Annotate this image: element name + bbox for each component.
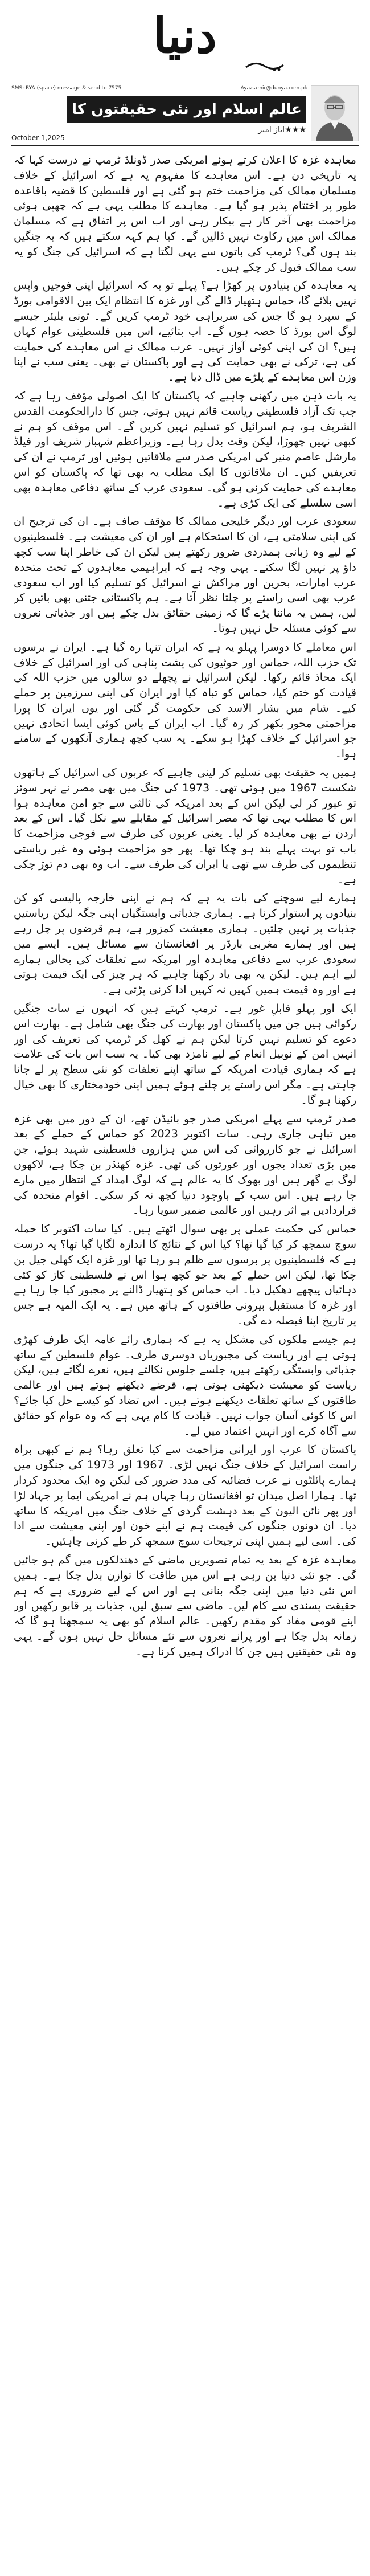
sms-instruction: SMS: RYA (space) message & send to 7575 — [11, 85, 122, 91]
publication-date: October 1,2025 — [11, 134, 65, 142]
newspaper-logo: دنیا — [153, 7, 217, 64]
article-paragraph: ایک اور پہلو قابلِ غور ہے۔ ٹرمپ کہتے ہیں کہ انہوں نے سات جنگیں رکوائی ہیں جن میں پاکستان اور بھارت کی جنگ بھی شامل ہے۔ بھارت اس دعوے کو تسلیم نہیں کرتا لیکن ہم نے کھل کر ٹرمپ کی تعریف کی اور انہیں امن کے نوبیل انعام کے لیے نامزد بھی کیا۔ یہ سب اس بات کی علامت ہے کہ ہماری قیادت امریکہ کے ساتھ اپنے تعلقات کو نئی سطح پر لے جانا چاہتی ہے۔ مگر اس راستے پر چلتے ہوئے ہمیں اپنی خودمختاری کا بھی خیال رکھنا ہو گا۔ — [14, 1002, 356, 1107]
article-body — [14, 153, 356, 2569]
article-paragraph: اس معاملے کا دوسرا پہلو یہ ہے کہ ایران تنہا رہ گیا ہے۔ ایران نے برسوں تک حزب اللہ، حماس اور حوثیوں کی پشت پناہی کی اور اسرائیل کے خلاف ایک محاذ قائم رکھا۔ لیکن اسرائیل نے پچھلے دو سالوں میں حزب اللہ کی قیادت کو ختم کیا، حماس کو تباہ کیا اور ایران کی اپنی سرزمین پر حملے کیے۔ شام میں بشار الاسد کی حکومت گر گئی اور یوں ایران کا پورا مزاحمتی محور بکھر کر رہ گیا۔ اب ایران کے پاس کوئی ایسا اتحادی نہیں جو اسرائیل کے خلاف کھڑا ہو سکے۔ یہ سب کچھ ہماری آنکھوں کے سامنے ہوا۔ — [14, 640, 356, 761]
masthead — [0, 0, 370, 148]
article-paragraph: معاہدہ غزہ کے بعد یہ تمام تصویریں ماضی کے دھندلکوں میں گم ہو جائیں گی۔ جو نئی دنیا بن رہی ہے اس میں طاقت کا توازن بدل چکا ہے۔ ہمیں اس نئی دنیا میں اپنی جگہ بنانی ہے اور اس کے لیے ضروری ہے کہ ہم حقیقت پسندی سے کام لیں۔ ماضی سے سبق لیں، جذبات پر قابو رکھیں اور اپنے قومی مفاد کو مقدم رکھیں۔ عالم اسلام کو بھی یہ سمجھنا ہو گا کہ زمانہ بدل چکا ہے اور پرانے نعروں سے نئے مسائل حل نہیں ہوں گے۔ یہی وہ نئی حقیقتیں ہیں جن کا ادراک ہمیں کرنا ہے۔ — [14, 1553, 356, 1658]
author-portrait — [311, 85, 359, 141]
author-name: ایاز امیر — [258, 125, 285, 134]
article-paragraph: ہمیں یہ حقیقت بھی تسلیم کر لینی چاہیے کہ عربوں کی اسرائیل کے ہاتھوں شکست 1967 میں ہوئی تھی۔ 1973 کی جنگ میں بھی مصر نے نہر سوئز تو عبور کر لی لیکن اس کے بعد امریکہ کی ثالثی سے جو امن معاہدہ ہوا اس کا مطلب یہی تھا کہ مصر اسرائیل کے مقابلے سے نکل گیا۔ اس کے بعد اردن نے بھی معاہدہ کر لیا۔ یعنی عربوں کی طرف سے فوجی مزاحمت کا باب تو بہت پہلے بند ہو چکا تھا۔ پھر جو مزاحمت ہوئی وہ غیر ریاستی تنظیموں کی طرف سے تھی یا ایران کی طرف سے۔ اب وہ بھی دم توڑ چکی ہے۔ — [14, 766, 356, 886]
article-paragraph: حماس کی حکمت عملی پر بھی سوال اٹھتے ہیں۔ کیا سات اکتوبر کا حملہ سوچ سمجھ کر کیا گیا تھا؟ کیا اس کے نتائج کا اندازہ لگایا گیا تھا؟ یہ درست ہے کہ فلسطینیوں پر برسوں سے ظلم ہو رہا تھا اور غزہ ایک کھلی جیل بن چکا تھا، لیکن اس حملے کے بعد جو کچھ ہوا اس نے فلسطینی کاز کو کئی دہائیاں پیچھے دھکیل دیا۔ اب حماس کو ہتھیار ڈالنے پر مجبور کیا جا رہا ہے اور غزہ کا مستقبل بیرونی طاقتوں کے ہاتھ میں ہے۔ یہ ایک المیہ ہے جس پر تاریخ اپنا فیصلہ دے گی۔ — [14, 1223, 356, 1327]
article-paragraph: صدر ٹرمپ سے پہلے امریکی صدر جو بائیڈن تھے، ان کے دور میں بھی غزہ میں تباہی جاری رہی۔ سات اکتوبر 2023 کو حماس کے حملے کے بعد اسرائیل نے جو کارروائی کی اس میں ہزاروں فلسطینی شہید ہوئے، جن میں بڑی تعداد بچوں اور عورتوں کی تھی۔ غزہ کھنڈر بن چکا ہے، لاکھوں لوگ بے گھر ہیں اور بھوک کا یہ عالم ہے کہ لوگ امداد کے انتظار میں مارے جا رہے ہیں۔ اس سب کے باوجود دنیا کچھ نہ کر سکی۔ اقوام متحدہ کی قراردادیں بے اثر رہیں اور عالمی ضمیر سویا رہا۔ — [14, 1112, 356, 1217]
article-paragraph: یہ معاہدہ کن بنیادوں پر کھڑا ہے؟ پہلے تو یہ کہ اسرائیل اپنی فوجیں واپس نہیں بلائے گا، حماس ہتھیار ڈالے گی اور غزہ کا انتظام ایک بین الاقوامی بورڈ کے سپرد ہو گا جس کی سربراہی خود ٹرمپ کریں گے۔ ٹونی بلیئر جیسے لوگ اس بورڈ کا حصہ ہوں گے۔ اب بتائیے، اس میں فلسطینی عوام کہاں ہیں؟ ان کی اپنی کوئی آواز نہیں۔ عرب ممالک نے اس معاہدے کی حمایت کی ہے، ترکی نے بھی حمایت کی ہے اور پاکستان نے بھی۔ یعنی سب نے اپنا وزن اس معاہدے کے پلڑے میں ڈال دیا ہے۔ — [14, 279, 356, 384]
article-paragraph: ہمارے لیے سوچنے کی بات یہ ہے کہ ہم نے اپنی خارجہ پالیسی کو کن بنیادوں پر استوار کرنا ہے۔ ہماری جذباتی وابستگیاں اپنی جگہ لیکن ریاستیں جذبات پر نہیں چلتیں۔ ہماری معیشت کمزور ہے، ہم قرضوں پر چل رہے ہیں اور ہمارے مغربی بارڈر پر افغانستان سے مسائل ہیں۔ ایسے میں سعودی عرب سے دفاعی معاہدہ اور امریکہ سے تعلقات کی بحالی ہمارے لیے اہم ہیں۔ لیکن یہ بھی یاد رکھنا چاہیے کہ ہر چیز کی ایک قیمت ہوتی ہے اور وہ قیمت ہمیں کہیں نہ کہیں ادا کرنی پڑتی ہے۔ — [14, 892, 356, 997]
logo-ornament-icon — [245, 59, 285, 72]
article-paragraph: معاہدہ غزہ کا اعلان کرتے ہوئے امریکی صدر ڈونلڈ ٹرمپ نے درست کہا کہ یہ تاریخی دن ہے۔ اس معاہدے کا مفہوم یہ ہے کہ اسرائیل کے خلاف مسلمان ممالک کی مزاحمت ختم ہو گئی ہے اور فلسطین کا قضیہ باقاعدہ طور پر اختتام پذیر ہو گیا ہے۔ معاہدے کا مطلب یہی ہے کہ چھپی ہوئی مزاحمت بھی آخر کار ہے بیکار رہی اور اب اس پر اتفاق ہے کہ مسلمان ممالک اس میں رکاوٹ نہیں ڈالیں گے۔ کیا ہم کہہ سکتے ہیں کہ یہ جنگیں بند ہوں گی؟ ٹرمپ کی باتوں سے یہی لگتا ہے کہ اسرائیل کی جنگ کو یہ سب ممالک قبول کر چکے ہیں۔ — [14, 154, 356, 273]
author-email: Ayaz.amir@dunya.com.pk — [240, 85, 307, 91]
column-title: عالم اسلام اور نئی حقیقتوں کا ادراک — [67, 96, 306, 123]
article-paragraph: سعودی عرب اور دیگر خلیجی ممالک کا مؤقف صاف ہے۔ ان کی ترجیح ان کی اپنی سلامتی ہے، ان کا استحکام ہے اور ان کی معیشت ہے۔ فلسطینیوں کے لیے وہ زبانی ہمدردی ضرور رکھتے ہیں لیکن ان کی خاطر اپنا سب کچھ داؤ پر نہیں لگا سکتے۔ یہی وجہ ہے کہ ابراہیمی معاہدوں کے تحت متحدہ عرب امارات، بحرین اور مراکش نے اسرائیل کو تسلیم کیا اور اب سعودی عرب بھی اسی راستے پر چلتا نظر آتا ہے۔ ہم پاکستانی جتنی بھی باتیں کر لیں، ہمیں یہ ماننا پڑے گا کہ زمینی حقائق بدل چکے ہیں اور جذباتی نعروں سے کوئی مسئلہ حل نہیں ہوتا۔ — [14, 515, 356, 635]
article-paragraph: یہ بات ذہن میں رکھنی چاہیے کہ پاکستان کا ایک اصولی مؤقف رہا ہے کہ جب تک آزاد فلسطینی ریاست قائم نہیں ہوتی، جس کا دارالحکومت القدس الشریف ہو، ہم اسرائیل کو تسلیم نہیں کریں گے۔ اس موقف کو ہم نے کبھی نہیں چھوڑا، لیکن وقت بدل رہا ہے۔ وزیراعظم شہباز شریف اور فیلڈ مارشل عاصم منیر کی امریکی صدر سے ملاقاتیں ہوئیں اور ٹرمپ نے ان کی تعریفیں کیں۔ ان ملاقاتوں کا ایک مطلب یہ بھی تھا کہ پاکستان کو اس معاہدے کی حمایت کرنی ہو گی۔ سعودی عرب کے ساتھ دفاعی معاہدہ بھی اسی سلسلے کی ایک کڑی ہے۔ — [14, 389, 356, 509]
article-paragraph: ہم جیسے ملکوں کی مشکل یہ ہے کہ ہماری رائے عامہ ایک طرف کھڑی ہوتی ہے اور ریاست کی مجبوریاں دوسری طرف۔ عوام فلسطین کے ساتھ جذباتی وابستگی رکھتے ہیں، جلسے جلوس نکالتے ہیں، نعرے لگاتے ہیں، لیکن ریاست کو معیشت دیکھنی ہوتی ہے، قرضے دیکھنے ہوتے ہیں اور عالمی طاقتوں کے ساتھ تعلقات دیکھنے ہوتے ہیں۔ اس تضاد کو کیسے حل کیا جائے؟ اس کا کوئی آسان جواب نہیں۔ قیادت کا کام یہی ہے کہ وہ عوام کو حقائق سے آگاہ کرے اور انہیں اعتماد میں لے۔ — [14, 1333, 356, 1438]
header-divider — [11, 145, 359, 146]
article-paragraph: پاکستان کا عرب اور ایرانی مزاحمت سے کیا تعلق رہا؟ ہم نے کبھی براہ راست اسرائیل کے خلاف جنگ نہیں لڑی۔ 1967 اور 1973 کی جنگوں میں ہمارے پائلٹوں نے عرب فضائیہ کی مدد ضرور کی لیکن وہ ایک محدود کردار تھا۔ ہمارا اصل میدان تو افغانستان رہا جہاں ہم نے امریکی ایما پر جہاد لڑا اور پھر نائن الیون کے بعد دہشت گردی کے خلاف جنگ میں امریکہ کا ساتھ دیا۔ ان دونوں جنگوں کی قیمت ہم نے اپنے خون اور اپنی معیشت سے ادا کی۔ اسی لیے ہمیں اپنی ترجیحات سوچ سمجھ کر طے کرنی چاہئیں۔ — [14, 1443, 356, 1548]
byline-stars-icon: ★★★ — [285, 125, 306, 134]
